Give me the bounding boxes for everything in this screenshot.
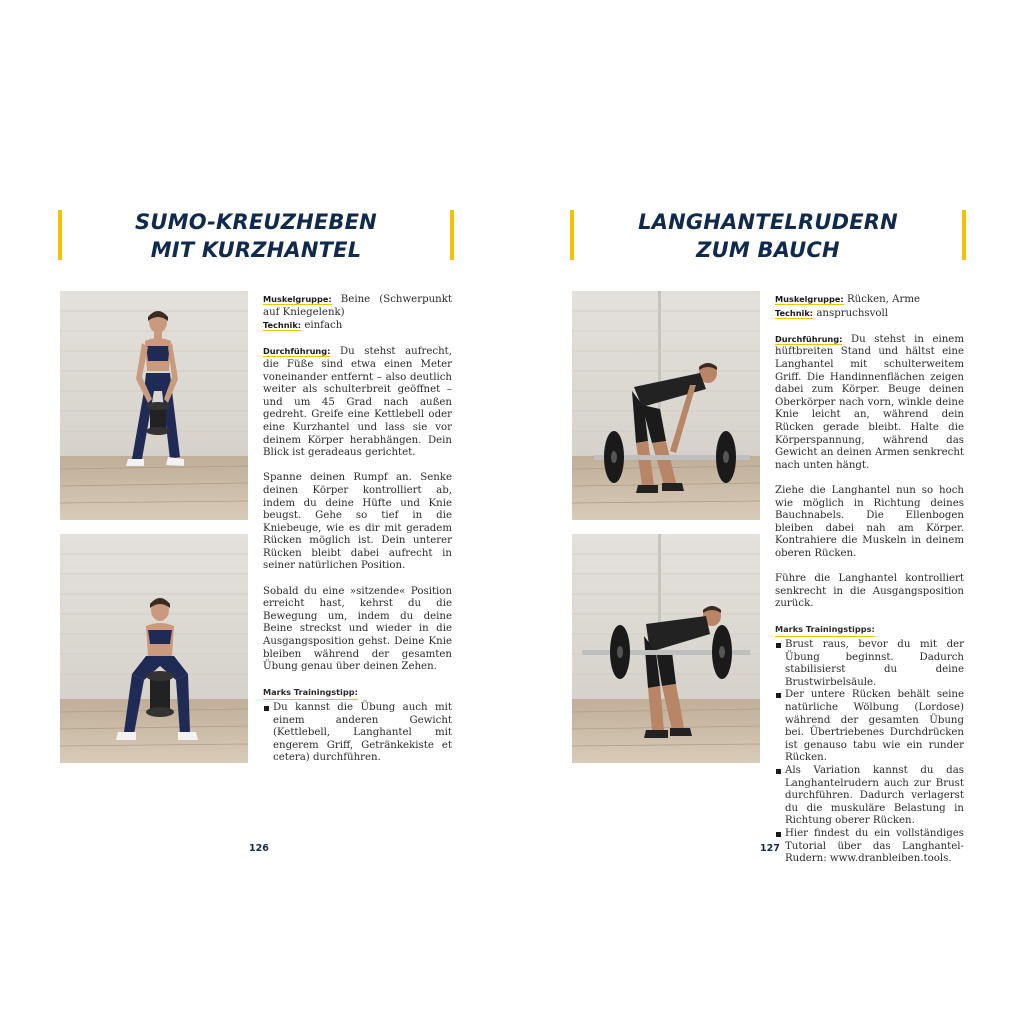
technique-value: einfach	[301, 320, 343, 332]
muscle-group-line	[263, 293, 452, 319]
page-title	[58, 208, 454, 264]
muscle-group-label: Muskelgruppe:	[775, 294, 844, 304]
tip-item: Der untere Rücken behält seine natürliche Wölbung (Lordose) während der gesamten Übung bei. Übertriebenes Durchdrücken ist genauso tabu wie ein runder Rücken.	[775, 689, 964, 765]
exercise-description	[775, 293, 964, 866]
exercise-photo-squat-position	[60, 534, 248, 763]
tip-item: Als Variation kannst du das Langhantelrudern auch zur Brust durchführen. Dadurch verlagerst du die muskuläre Belastung in Richtung oberer Rücken.	[775, 765, 964, 828]
exercise-photo-start-position	[60, 291, 248, 520]
title-line-2: MIT KURZHANTEL	[150, 238, 362, 262]
title-line-1: SUMO-KREUZHEBEN	[135, 210, 377, 234]
exercise-title	[58, 210, 454, 260]
page-title	[570, 208, 966, 264]
title-line-1: LANGHANTELRUDERN	[638, 210, 898, 234]
page-number: 127	[760, 843, 780, 854]
muscle-group-value: Rücken, Arme	[843, 294, 921, 305]
muscle-group-line	[775, 293, 964, 307]
title-line-2: ZUM BAUCH	[696, 238, 840, 262]
execution-label: Durchführung:	[263, 346, 331, 357]
tips-heading: Marks Trainingstipp:	[263, 686, 358, 700]
technique-line	[263, 319, 452, 333]
technique-line	[775, 307, 964, 321]
execution-paragraph-2: Ziehe die Langhantel nun so hoch wie möglich in Richtung deines Bauchnabels. Die Ellenbogen bleiben dabei nah am Körper. Kontrahiere die Muskeln in deinem oberen Rücken.	[775, 484, 964, 559]
technique-label: Technik:	[263, 320, 302, 331]
exercise-description	[263, 293, 452, 765]
execution-label: Durchführung:	[775, 333, 843, 344]
technique-label: Technik:	[775, 307, 814, 318]
exercise-title	[570, 210, 966, 260]
execution-paragraph-3: Sobald du eine »sitzende« Position erreicht hast, kehrst du die Bewegung um, indem du deine Beine streckst und wieder in die Ausgangsposition gehst. Deine Knie bleiben während der gesamten Übung genau über deinen Zehen.	[263, 585, 452, 673]
execution-paragraph-1	[775, 333, 964, 473]
execution-paragraph-2: Spanne deinen Rumpf an. Senke deinen Körper kontrolliert ab, indem du deine Hüfte und Knie beugst. Gehe so tief in die Kniebeuge, wie es dir mit geradem Rücken möglich ist. Dein unterer Rücken bleibt dabei aufrecht in seiner natürlichen Position.	[263, 472, 452, 572]
tips-list	[775, 639, 964, 866]
execution-paragraph-1	[263, 345, 452, 459]
technique-value: anspruchsvoll	[813, 307, 889, 319]
tip-item: Brust raus, bevor du mit der Übung beginnst. Dadurch stabilisierst du deine Brustwirbelsäule.	[775, 639, 964, 689]
tips-list	[263, 702, 452, 765]
exercise-photo-row-position	[572, 534, 760, 763]
muscle-group-value: Beine (Schwerpunkt auf Kniegelenk)	[263, 294, 452, 318]
right-page	[512, 0, 1024, 1024]
exercise-photo-start-position	[572, 291, 760, 520]
execution-paragraph-3: Führe die Langhantel kontrolliert senkrecht in die Ausgangsposition zurück.	[775, 573, 964, 610]
tips-heading: Marks Trainingstipps:	[775, 623, 875, 637]
tip-item: Du kannst die Übung auch mit einem anderen Gewicht (Kettlebell, Langhantel mit engerem Griff, Getränkekiste et cetera) durchführen.	[263, 702, 452, 765]
muscle-group-label: Muskelgruppe:	[263, 294, 332, 304]
execution-text: Du stehst in einem hüftbreiten Stand und hältst eine Langhantel mit schulterweitem Griff. Die Handinnenflächen zeigen dabei zum Körper. Beuge deinen Oberkörper nach vorn, winkle deine Knie leicht an, während dein Rücken gerade bleibt. Halte die Körperspannung, während das Gewicht an deinen Armen senkrecht nach unten hängt.	[775, 333, 964, 471]
page-number: 126	[249, 843, 269, 854]
execution-text: Du stehst aufrecht, die Füße sind etwa einen Meter voneinander entfernt – also deutlich weiter als schulterbreit geöffnet – und um 45 Grad nach außen gedreht. Greife eine Kettlebell oder eine Kurzhantel und lass sie vor deinem Körper herabhängen. Dein Blick ist geradeaus gerichtet.	[263, 346, 452, 459]
tip-item: Hier findest du ein vollständiges Tutorial über das Langhantel-Rudern: www.dranbleiben.tools.	[775, 828, 964, 866]
